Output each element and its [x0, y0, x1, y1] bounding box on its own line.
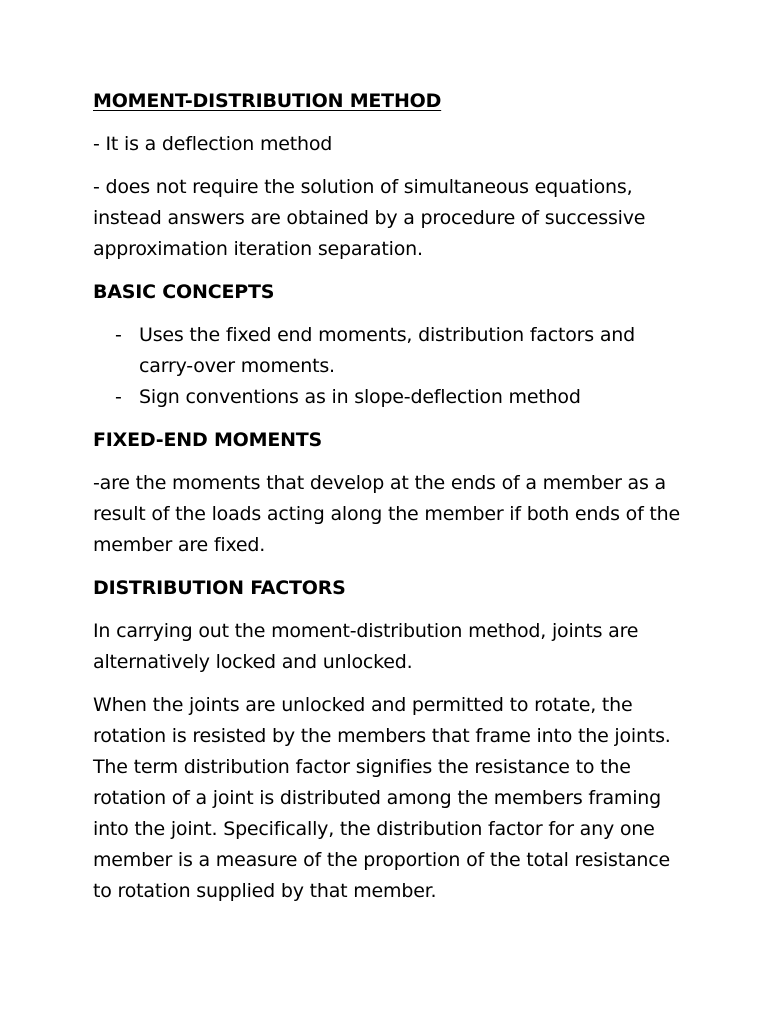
- document-title: MOMENT-DISTRIBUTION METHOD: [93, 90, 442, 112]
- fixed-end-moments-text: -are the moments that develop at the ends of a member as a result of the loads acting along the member if both ends of the member are fixed.: [93, 472, 680, 556]
- bullet-dash: -: [115, 386, 122, 408]
- fixed-end-moments-heading: FIXED-END MOMENTS: [93, 429, 323, 451]
- distribution-factors-heading: DISTRIBUTION FACTORS: [93, 577, 346, 599]
- bullet-dash: -: [115, 324, 122, 346]
- bullet-text: Sign conventions as in slope-deflection method: [139, 386, 581, 408]
- list-item: [93, 382, 683, 413]
- intro-line-deflection: - It is a deflection method: [93, 133, 333, 155]
- basic-concepts-list: [93, 320, 683, 413]
- bullet-text: Uses the fixed end moments, distribution factors and carry-over moments.: [139, 324, 635, 377]
- intro-line-no-simultaneous: - does not require the solution of simultaneous equations, instead answers are obtained by a procedure of successive approximation iteration separation.: [93, 176, 646, 260]
- distribution-factors-paragraph-2: When the joints are unlocked and permitted to rotate, the rotation is resisted by the members that frame into the joints. The term distribution factor signifies the resistance to the rotation of a joint is distributed among the members framing into the joint. Specifically, the distribution factor for any one member is a measure of the proportion of the total resistance to rotation supplied by that member.: [93, 694, 671, 902]
- list-item: [93, 320, 683, 382]
- basic-concepts-heading: BASIC CONCEPTS: [93, 281, 275, 303]
- distribution-factors-paragraph-1: In carrying out the moment-distribution method, joints are alternatively locked and unlocked.: [93, 620, 639, 673]
- document-page: [93, 86, 683, 919]
